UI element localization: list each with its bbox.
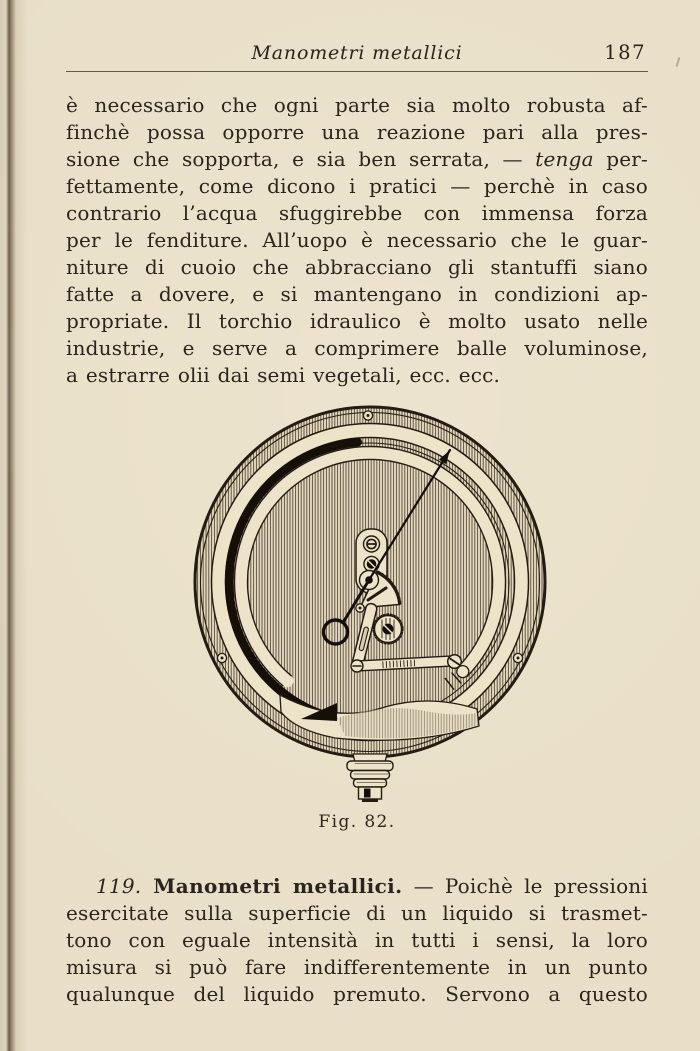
page-number: 187 bbox=[604, 41, 646, 64]
manometer-engraving bbox=[185, 403, 555, 803]
text-line: finchè possa opporre una reazione pari alla pres- bbox=[66, 120, 648, 144]
text-line: per le fenditure. All’uopo è necessario che le guar- bbox=[66, 228, 648, 252]
stem-fitting bbox=[347, 754, 393, 802]
text-line: 119. Manometri metallici. — Poichè le pressioni bbox=[96, 874, 648, 898]
text-line: fettamente, come dicono i pratici — perchè in caso bbox=[66, 174, 648, 198]
text-line: misura si può fare indifferentemente in un punto bbox=[66, 955, 648, 979]
text-line: a estrarre olii dai semi vegetali, ecc. ecc. bbox=[66, 363, 501, 387]
running-header-title: Manometri metallici bbox=[251, 42, 463, 64]
page-content bbox=[66, 0, 648, 1008]
text-line: tono con eguale intensità in tutti i sensi, la loro bbox=[66, 928, 648, 952]
paragraph-119-manometri-metallici bbox=[66, 873, 648, 1008]
text-line: sione che sopporta, e sia ben serrata, — tenga per- bbox=[66, 147, 649, 171]
text-line: qualunque del liquido premuto. Servono a questo bbox=[66, 982, 648, 1006]
paragraph-hydraulic-press bbox=[66, 92, 648, 389]
text-line: propriate. Il torchio idraulico è molto usato nelle bbox=[66, 309, 648, 333]
text-line: industrie, e serve a comprimere balle voluminose, bbox=[66, 336, 648, 360]
text-line: contrario l’acqua sfuggirebbe con immensa forza bbox=[66, 201, 648, 225]
running-header bbox=[66, 42, 648, 66]
text-line: è necessario che ogni parte sia molto robusta af- bbox=[66, 93, 648, 117]
gauge-drawing bbox=[195, 407, 545, 802]
header-rule bbox=[66, 71, 648, 72]
text-line: fatte a dovere, e si mantengano in condizioni ap- bbox=[66, 282, 648, 306]
text-line: niture di cuoio che abbracciano gli stantuffi siano bbox=[66, 255, 648, 279]
ink-speck bbox=[676, 57, 681, 67]
figure-82 bbox=[66, 403, 648, 833]
text-line: esercitate sulla superficie di un liquido si trasmet- bbox=[66, 901, 648, 925]
figure-caption: Fig. 82. bbox=[318, 812, 396, 832]
